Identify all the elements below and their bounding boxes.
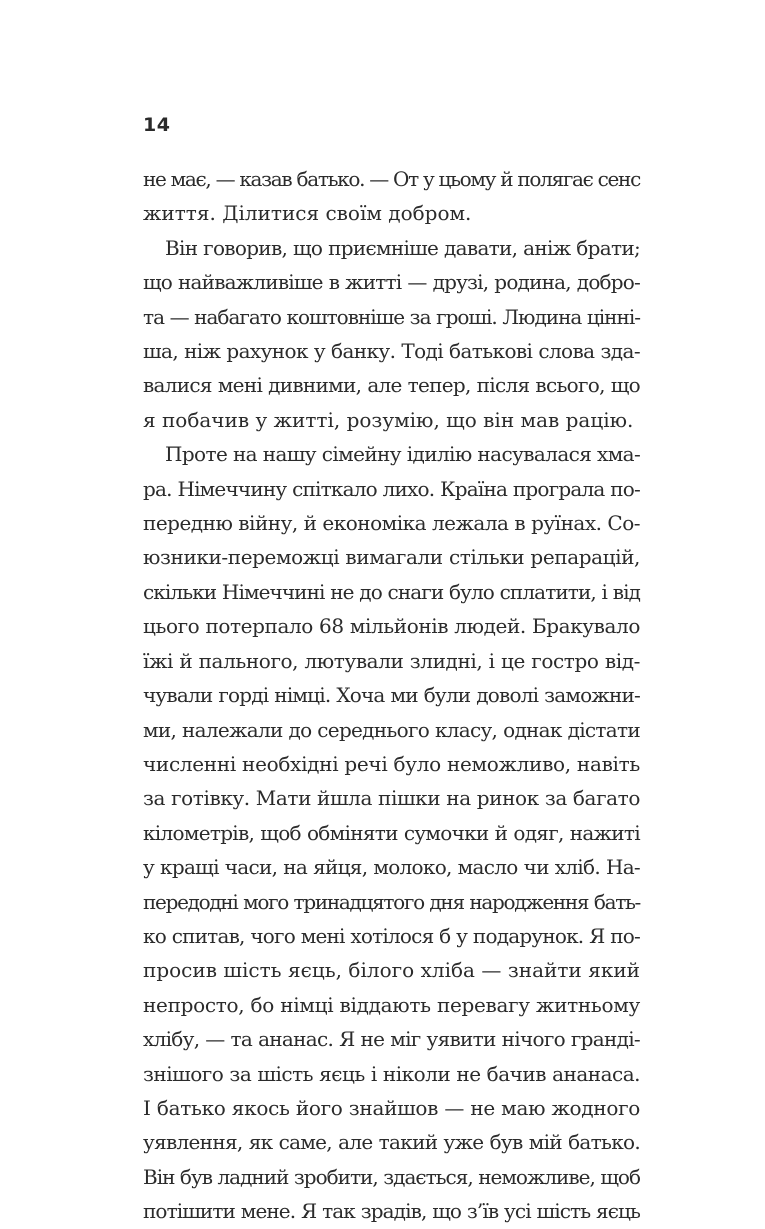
- text-line: просив шість яєць, білого хліба — знайти який: [143, 958, 640, 983]
- text-line: Проте на нашу сімейну ідилію насувалася хма-: [165, 442, 641, 467]
- text-line: скільки Німеччині не до снаги було сплатити, і від: [143, 579, 640, 604]
- text-line: я побачив у житті, розумію, що він мав рацію.: [143, 407, 634, 432]
- text-line: ра. Німеччину спіткало лихо. Країна програла по-: [143, 476, 640, 501]
- text-line: І батько якось його знайшов — не маю жодного: [143, 1095, 640, 1120]
- text-line: що найважливіше в житті — друзі, родина, добро-: [143, 270, 640, 295]
- text-line: численні необхідні речі було неможливо, навіть: [143, 751, 640, 776]
- text-line: потішити мене. Я так зрадів, що з’їв усі шість яєць: [143, 1199, 640, 1224]
- text-line: Він був ладний зробити, здається, неможливе, щоб: [143, 1164, 640, 1189]
- text-line: знішого за шість яєць і ніколи не бачив ананаса.: [143, 1061, 640, 1086]
- text-line: за готівку. Мати йшла пішки на ринок за багато: [143, 786, 640, 811]
- page-number: 14: [143, 114, 171, 136]
- text-line: цього потерпало 68 мільйонів людей. Бракувало: [143, 614, 640, 639]
- text-line: чували горді німці. Хоча ми були доволі заможни-: [143, 683, 640, 708]
- text-line: та — набагато коштовніше за гроші. Людина цінні-: [143, 304, 640, 329]
- text-line: кілометрів, щоб обміняти сумочки й одяг, нажиті: [143, 820, 640, 845]
- text-line: ко спитав, чого мені хотілося б у подарунок. Я по-: [143, 923, 640, 948]
- text-line: у кращі часи, на яйця, молоко, масло чи хліб. На-: [143, 855, 640, 880]
- text-line: передодні мого тринадцятого дня народження бать-: [143, 889, 640, 914]
- text-line: Він говорив, що приємніше давати, аніж брати;: [165, 235, 640, 260]
- text-line: хлібу, — та ананас. Я не міг уявити нічого гранді-: [143, 1027, 640, 1052]
- text-line: їжі й пального, лютували злидні, і це гостро від-: [143, 648, 640, 673]
- text-line: валися мені дивними, але тепер, після всього, що: [143, 373, 640, 398]
- text-line: ша, ніж рахунок у банку. Тоді батькові слова зда-: [143, 339, 640, 364]
- text-line: не має, — казав батько. — От у цьому й полягає сенс: [143, 167, 640, 191]
- text-line: передню війну, й економіка лежала в руїнах. Со-: [143, 511, 640, 536]
- text-line: життя. Ділитися своїм добром.: [143, 201, 472, 226]
- body-text: [143, 162, 640, 1229]
- text-line: ми, належали до середнього класу, однак дістати: [143, 717, 640, 742]
- text-line: юзники-переможці вимагали стільки репарацій,: [143, 545, 640, 570]
- text-line: непросто, бо німці віддають перевагу житньому: [143, 992, 640, 1017]
- text-line: уявлення, як саме, але такий уже був мій батько.: [143, 1130, 640, 1155]
